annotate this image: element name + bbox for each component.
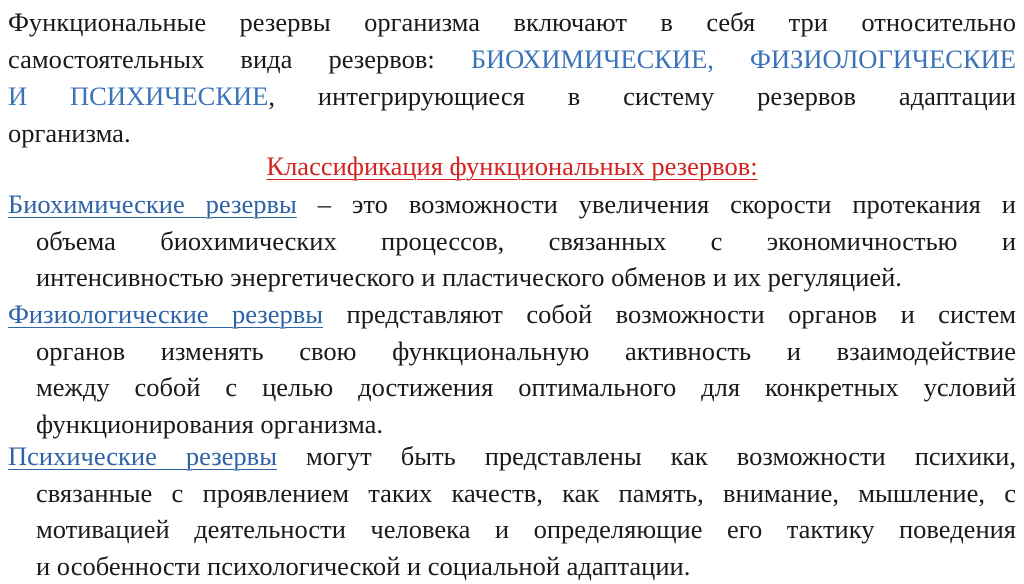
intro-line-2 (8, 41, 1016, 78)
reserve-types-highlight-cont: И ПСИХИЧЕСКИЕ (8, 81, 268, 111)
physiological-line-3: между собой с целью достижения оптимального для конкретных условий (8, 369, 1016, 406)
biochemical-definition (8, 186, 1016, 296)
biochemical-term: Биохимические резервы (8, 189, 297, 219)
intro-line-4: организма. (8, 115, 1016, 152)
biochemical-line-2: объема биохимических процессов, связанных с экономичностью и (8, 223, 1016, 260)
biochemical-text-1: – это возможности увеличения скорости протекания и (297, 189, 1016, 219)
intro-line-3 (8, 78, 1016, 115)
classification-heading: Классификация функциональных резервов: (0, 149, 1024, 183)
physiological-definition (8, 296, 1016, 442)
physiological-term: Физиологические резервы (8, 299, 323, 329)
reserve-types-highlight: БИОХИМИЧЕСКИЕ, ФИЗИОЛОГИЧЕСКИЕ (471, 44, 1016, 74)
physiological-text-1: представляют собой возможности органов и систем (323, 299, 1016, 329)
psychological-line-1 (8, 438, 1016, 475)
physiological-line-1 (8, 296, 1016, 333)
psychological-line-3: мотивацией деятельности человека и определяющие его тактику поведения (8, 511, 1016, 548)
psychological-term: Психические резервы (8, 441, 277, 471)
biochemical-line-3: интенсивностью энергетического и пластического обменов и их регуляцией. (8, 259, 1016, 296)
intro-line-3-text: , интегрирующиеся в систему резервов адаптации (268, 81, 1016, 111)
physiological-line-2: органов изменять свою функциональную активность и взаимодействие (8, 333, 1016, 370)
psychological-line-4: и особенности психологической и социальной адаптации. (8, 548, 1016, 584)
biochemical-line-1 (8, 186, 1016, 223)
intro-line-2-text: самостоятельных вида резервов: (8, 44, 471, 74)
psychological-definition (8, 438, 1016, 584)
psychological-line-2: связанные с проявлением таких качеств, как память, внимание, мышление, с (8, 475, 1016, 512)
physiological-line-4: функционирования организма. (8, 406, 1016, 443)
intro-line-1: Функциональные резервы организма включают в себя три относительно (8, 4, 1016, 41)
psychological-text-1: могут быть представлены как возможности психики, (277, 441, 1016, 471)
intro-paragraph (8, 4, 1016, 152)
